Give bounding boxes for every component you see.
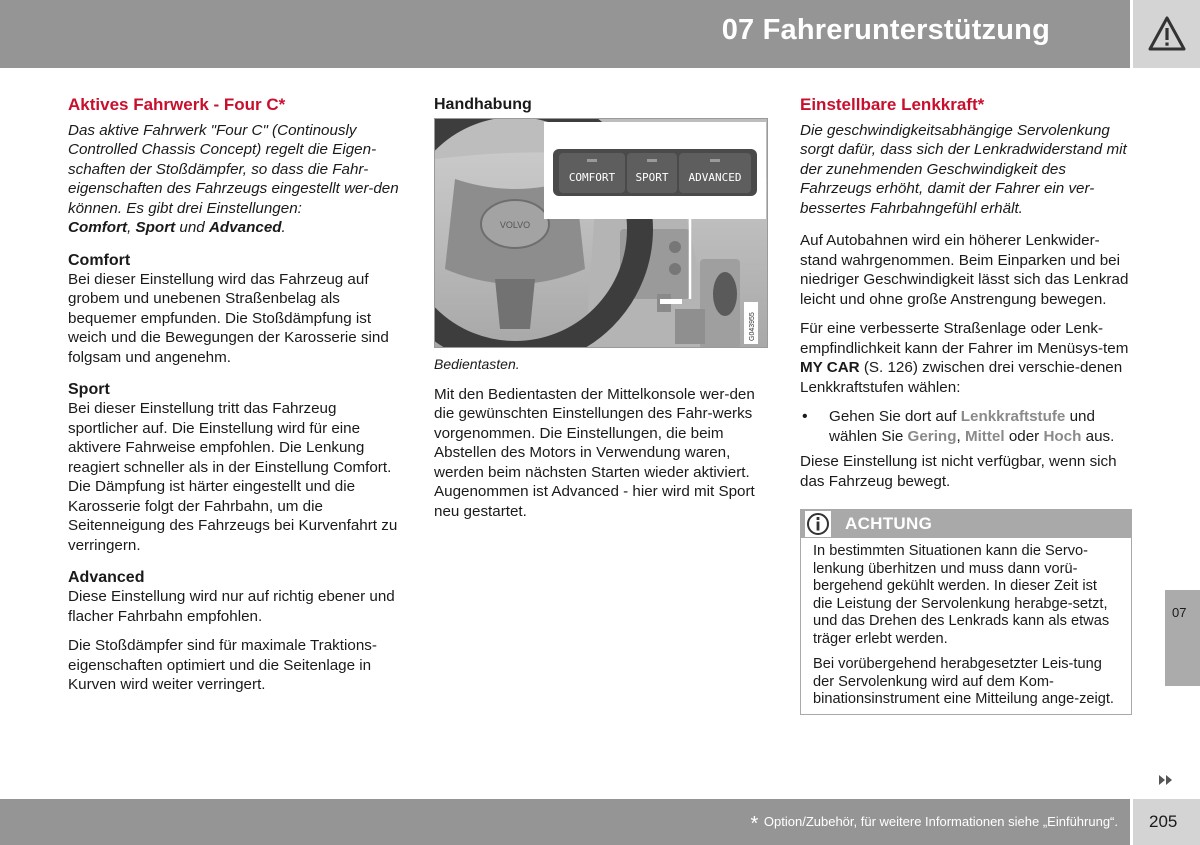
side-tab-label: 07 xyxy=(1172,605,1187,620)
lenkkraft-p3: Diese Einstellung ist nicht verfügbar, wenn sich das Fahrzeug bewegt. xyxy=(800,453,1117,490)
caution-body xyxy=(801,538,1131,714)
info-circle-icon xyxy=(805,511,831,537)
lenkkraft-p1: Auf Autobahnen wird ein höherer Lenkwider-stand wahrgenommen. Beim Einparken und bei niedriger Geschwindigkeit lässt sich das Lenkrad leicht und ohne große Anstrengung bewegen. xyxy=(800,232,1129,308)
next-page-arrows-icon xyxy=(1158,774,1174,786)
caution-p2: Bei vorübergehend herabgesetzter Leis-tung der Servolenkung wird auf dem Kom-binationsinstrument eine Mitteilung ange-zeigt. xyxy=(813,656,1114,707)
list-item: • Gehen Sie dort auf Lenkkraftstufe und wählen Sie Gering, Mittel oder Hoch aus. xyxy=(800,407,1132,446)
advanced-text-2: Die Stoßdämpfer sind für maximale Traktions-eigenschaften optimiert und die Seitenlage in Kurven wird weiter verringert. xyxy=(68,637,377,693)
warning-triangle-icon xyxy=(1147,15,1187,53)
sport-text: Bei dieser Einstellung tritt das Fahrzeug sportlicher auf. Die Einstellung wird für eine aktivere Fahrweise empfohlen. Die Lenkung reagiert schneller als in der Einstellung Comfort. Die Dämpfung ist härter eingestellt und die Karosserie folgt der Fahrbahn, um die Seitenneigung des Fahrzeugs bei Kurvenfahrt zu verringern. xyxy=(68,400,398,554)
comfort-heading: Comfort xyxy=(68,251,131,269)
column-lenkkraft xyxy=(800,95,1132,715)
dashboard-illustration xyxy=(435,119,768,348)
chapter-title: 07 Fahrerunterstützung xyxy=(721,14,1050,46)
caution-title: ACHTUNG xyxy=(845,514,933,534)
lenkkraft-steps xyxy=(800,407,1132,446)
lenkkraft-p2: Für eine verbesserte Straßenlage oder Lenk-empfindlichkeit kann der Fahrer im Menüsys-tem MY CAR (S. 126) zwischen drei verschie-denen Lenkkraftstufen wählen: xyxy=(800,320,1129,396)
section-heading-four-c: Aktives Fahrwerk - Four C* xyxy=(68,95,286,114)
footer-bar xyxy=(0,799,1130,845)
control-buttons-figure xyxy=(434,118,768,348)
lenkkraft-intro: Die geschwindigkeitsabhängige Servolenkung sorgt dafür, dass sich der Lenkradwiderstand mit der zunehmenden Geschwindigkeit des Fahrzeugs erhöht, damit der Fahrer ein ver-bessertes Fahrbahngefühl erhält. xyxy=(800,121,1127,217)
caution-p1: In bestimmten Situationen kann die Servo-lenkung überhitzen und muss dann vorü-bergehend gekühlt werden. In dieser Zeit ist die Leistung der Servolenkung herabge-setzt, und das Drehen des Lenkrads kann als etwas träger erlebt werden. xyxy=(813,543,1110,647)
sport-button-label: SPORT xyxy=(635,171,669,184)
page-number: 205 xyxy=(1149,812,1178,831)
caution-box xyxy=(800,509,1132,715)
sport-heading: Sport xyxy=(68,381,110,398)
section-heading-lenkkraft: Einstellbare Lenkkraft* xyxy=(800,95,985,114)
column-handhabung xyxy=(434,95,768,521)
header-bar xyxy=(0,0,1130,68)
figure-code: G043955 xyxy=(749,312,756,341)
four-c-intro: Das aktive Fahrwerk "Four C" (Continously Controlled Chassis Concept) regelt die Eigen-schaften der Stoßdämpfer, so dass die Fahr-eigenschaften des Fahrzeugs eingestellt wer-den können. Es gibt drei Einstellungen: Comfort, Sport und Advanced. xyxy=(68,121,399,236)
handhabung-heading: Handhabung xyxy=(434,96,532,113)
column-four-c xyxy=(68,95,403,695)
advanced-button-label: ADVANCED xyxy=(688,171,742,184)
caution-header xyxy=(801,510,1131,538)
figure-caption: Bedientasten. xyxy=(434,356,520,372)
footer-note: * Option/Zubehör, für weitere Informationen siehe „Einführung“. xyxy=(750,813,1118,835)
advanced-heading: Advanced xyxy=(68,569,145,586)
page-number-box xyxy=(1133,799,1200,845)
header-icon-box xyxy=(1133,0,1200,68)
advanced-text-1: Diese Einstellung wird nur auf richtig ebener und flacher Fahrbahn empfohlen. xyxy=(68,588,395,625)
comfort-text: Bei dieser Einstellung wird das Fahrzeug auf grobem und unebenen Straßenbelag als bequemer empfunden. Die Stoßdämpfung ist weich und die Bewegungen der Karosserie sind folgsam und angenehm. xyxy=(68,270,389,366)
comfort-button-label: COMFORT xyxy=(568,171,616,184)
brand-logo: VOLVO xyxy=(499,220,531,230)
handhabung-text: Mit den Bedientasten der Mittelkonsole wer-den die gewünschten Einstellungen des Fahr-werks vorgenommen. Die Einstellungen, die beim Abstellen des Motors in Verwendung waren, werden beim nächsten Starten wieder aktiviert. Augenommen ist Advanced - hier wird mit Sport neu gestartet. xyxy=(434,385,755,520)
chapter-side-tab xyxy=(1165,590,1200,686)
